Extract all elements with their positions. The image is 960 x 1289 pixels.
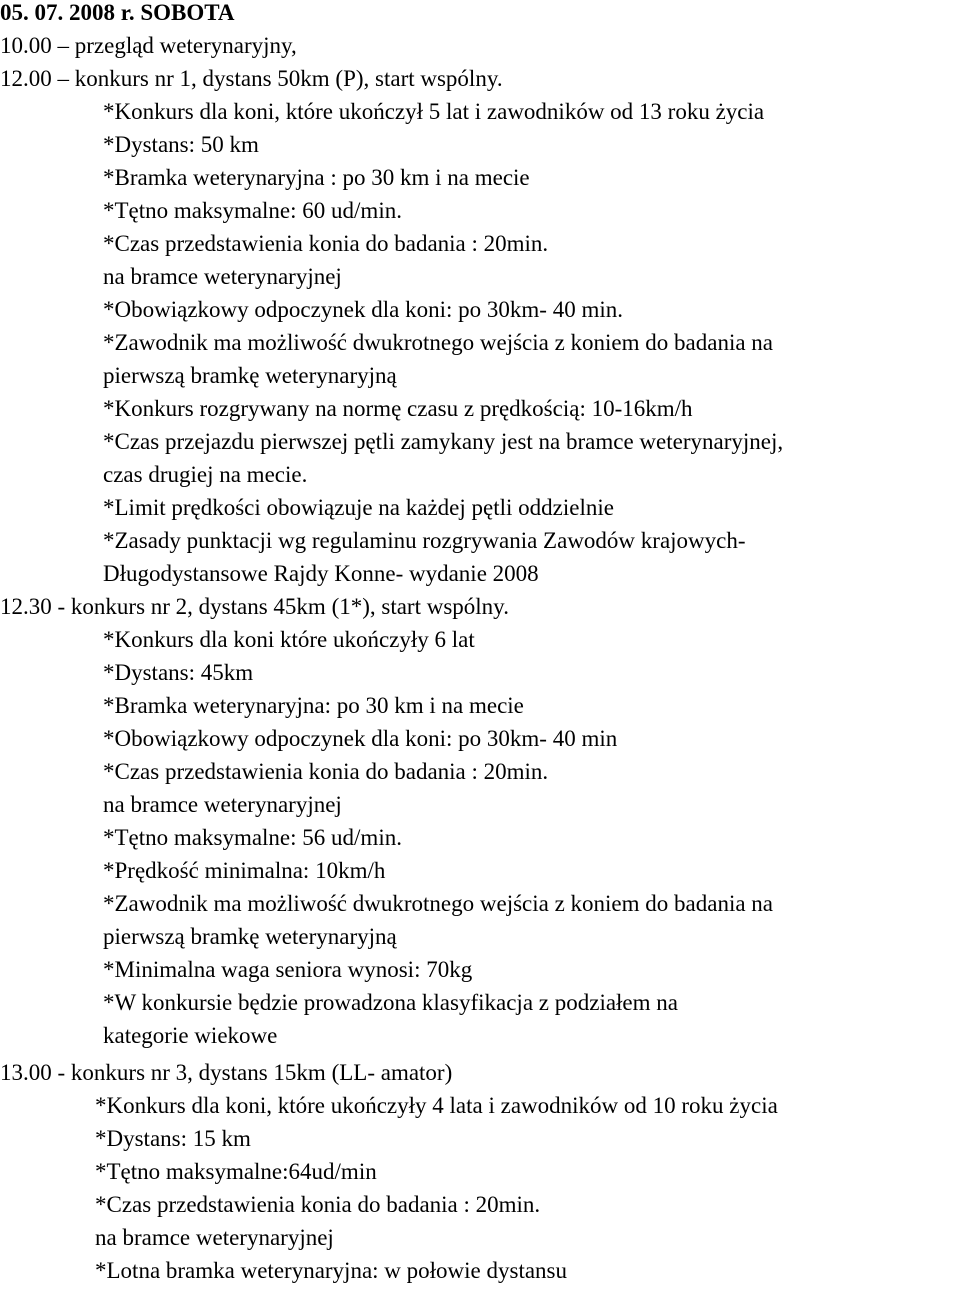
competition-1-detail: *Obowiązkowy odpoczynek dla koni: po 30km- 40 min. bbox=[103, 297, 623, 322]
competition-2-detail: *Tętno maksymalne: 56 ud/min. bbox=[103, 825, 402, 850]
competition-2-detail: *Minimalna waga seniora wynosi: 70kg bbox=[103, 957, 473, 982]
competition-2-detail: pierwszą bramkę weterynaryjną bbox=[103, 924, 397, 949]
competition-2-detail: *Konkurs dla koni które ukończyły 6 lat bbox=[103, 627, 475, 652]
competition-1-detail: czas drugiej na mecie. bbox=[103, 462, 308, 487]
competition-2-detail: *Zawodnik ma możliwość dwukrotnego wejścia z koniem do badania na bbox=[103, 891, 774, 916]
date-heading: 05. 07. 2008 r. SOBOTA bbox=[0, 0, 235, 25]
competition-3-detail: na bramce weterynaryjnej bbox=[95, 1225, 334, 1250]
schedule-item-vet-check: 10.00 – przegląd weterynaryjny, bbox=[0, 33, 297, 58]
competition-2-detail: *Prędkość minimalna: 10km/h bbox=[103, 858, 386, 883]
competition-1-detail: *Konkurs dla koni, które ukończył 5 lat i zawodników od 13 roku życia bbox=[103, 99, 765, 124]
competition-1-detail: *Konkurs rozgrywany na normę czasu z prędkością: 10-16km/h bbox=[103, 396, 693, 421]
competition-1-detail: *Limit prędkości obowiązuje na każdej pętli oddzielnie bbox=[103, 495, 614, 520]
competition-2-detail: *Bramka weterynaryjna: po 30 km i na mecie bbox=[103, 693, 524, 718]
competition-1-detail: *Czas przedstawienia konia do badania : 20min. bbox=[103, 231, 549, 256]
competition-2-heading: 12.30 - konkurs nr 2, dystans 45km (1*), start wspólny. bbox=[0, 594, 509, 619]
competition-3-detail: *Dystans: 15 km bbox=[95, 1126, 251, 1151]
competition-2-detail: *W konkursie będzie prowadzona klasyfikacja z podziałem na bbox=[103, 990, 678, 1015]
competition-1-detail: *Tętno maksymalne: 60 ud/min. bbox=[103, 198, 402, 223]
competition-1-detail: *Czas przejazdu pierwszej pętli zamykany jest na bramce weterynaryjnej, bbox=[103, 429, 784, 454]
competition-2-detail: *Obowiązkowy odpoczynek dla koni: po 30km- 40 min bbox=[103, 726, 618, 751]
competition-3-heading: 13.00 - konkurs nr 3, dystans 15km (LL- amator) bbox=[0, 1060, 453, 1085]
competition-1-detail: pierwszą bramkę weterynaryjną bbox=[103, 363, 397, 388]
competition-2-detail: *Czas przedstawienia konia do badania : 20min. bbox=[103, 759, 549, 784]
competition-2-detail: na bramce weterynaryjnej bbox=[103, 792, 342, 817]
competition-1-detail: *Zasady punktacji wg regulaminu rozgrywania Zawodów krajowych- bbox=[103, 528, 746, 553]
competition-1-detail: *Bramka weterynaryjna : po 30 km i na mecie bbox=[103, 165, 530, 190]
competition-2-detail: kategorie wiekowe bbox=[103, 1023, 278, 1048]
competition-1-detail: *Dystans: 50 km bbox=[103, 132, 259, 157]
competition-3-detail: *Czas przedstawienia konia do badania : 20min. bbox=[95, 1192, 541, 1217]
competition-3-detail: *Tętno maksymalne:64ud/min bbox=[95, 1159, 377, 1184]
competition-2-detail: *Dystans: 45km bbox=[103, 660, 254, 685]
competition-3-detail: *Konkurs dla koni, które ukończyły 4 lata i zawodników od 10 roku życia bbox=[95, 1093, 778, 1118]
competition-1-detail: Długodystansowe Rajdy Konne- wydanie 2008 bbox=[103, 561, 539, 586]
competition-1-detail: na bramce weterynaryjnej bbox=[103, 264, 342, 289]
competition-1-heading: 12.00 – konkurs nr 1, dystans 50km (P), start wspólny. bbox=[0, 66, 503, 91]
competition-1-detail: *Zawodnik ma możliwość dwukrotnego wejścia z koniem do badania na bbox=[103, 330, 774, 355]
competition-3-detail: *Lotna bramka weterynaryjna: w połowie dystansu bbox=[95, 1258, 568, 1283]
